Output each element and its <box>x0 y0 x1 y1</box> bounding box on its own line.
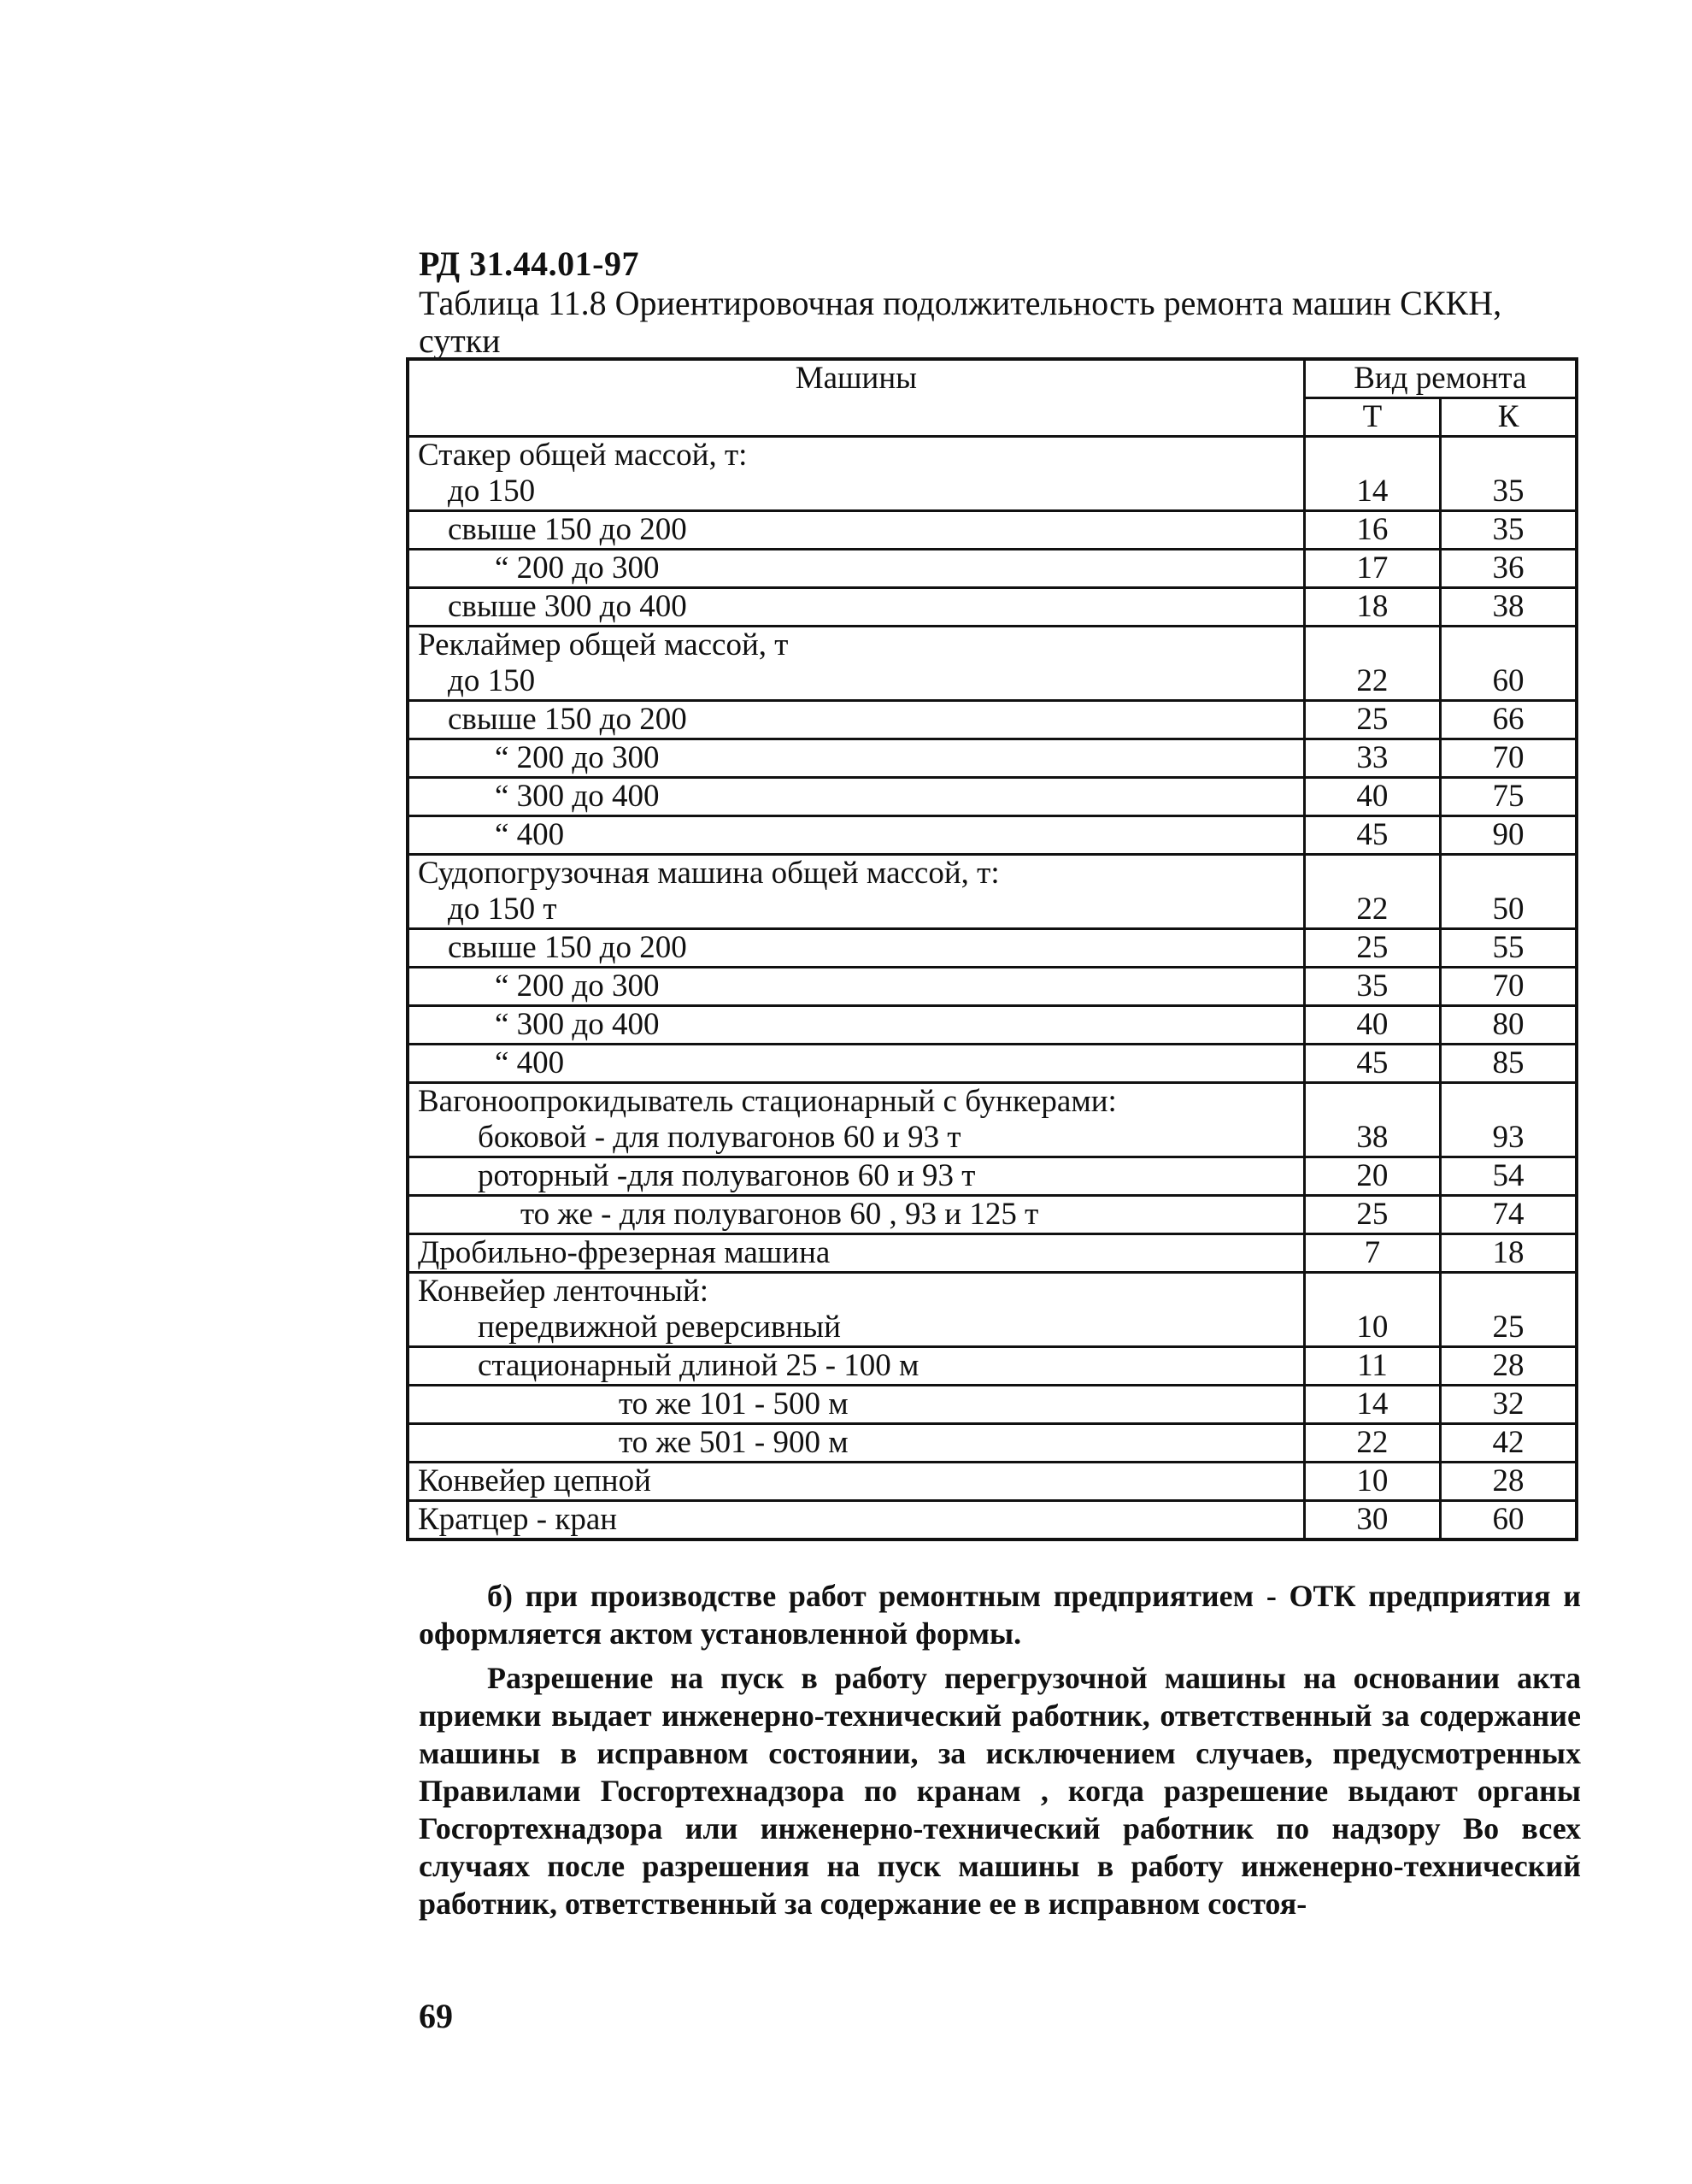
repair-k-cell: 70 <box>1441 968 1577 1006</box>
machine-name-cell: то же - для полувагонов 60 , 93 и 125 т <box>408 1196 1304 1234</box>
repair-t-cell: 14 <box>1304 1386 1440 1424</box>
machine-name-cell: роторный -для полувагонов 60 и 93 т <box>408 1157 1304 1196</box>
machine-name-cell: свыше 300 до 400 <box>408 588 1304 627</box>
repair-t-cell: 11 <box>1304 1347 1440 1386</box>
table-row <box>408 1006 1577 1045</box>
paragraph-otk: б) при производстве работ ремонтным предприятием - ОТК предприятия и оформляется актом установленной формы. <box>419 1579 1581 1651</box>
repair-t-cell: 22 <box>1304 1424 1440 1463</box>
machine-name-cell: то же 501 - 900 м <box>408 1424 1304 1463</box>
repair-k-cell: 28 <box>1441 1347 1577 1386</box>
table-row <box>408 892 1577 929</box>
paragraph-permission: Разрешение на пуск в работу перегрузочной машины на основании акта приемки выдает инженерно-технический работник, ответственный за содержание машины в исправном состоянии, за исключением случаев, предусмотренных Правилами Госгортехнадзора по кранам , когда разрешение выдают органы Госгортехнадзора или инженерно-технический работник по надзору Во всех случаях после разрешения на пуск машины в работу инженерно-технический работник, ответственный за содержание ее в исправном состоя- <box>419 1661 1581 1921</box>
machine-name-cell: Судопогрузочная машина общей массой, т: <box>408 855 1304 892</box>
table-row <box>408 1196 1577 1234</box>
machine-name-cell: Вагоноопрокидыватель стационарный с бункерами: <box>408 1083 1304 1121</box>
machine-name-cell: свыше 150 до 200 <box>408 929 1304 968</box>
repair-k-cell: 75 <box>1441 778 1577 816</box>
repair-k-cell <box>1441 437 1577 474</box>
table-row <box>408 1424 1577 1463</box>
machine-name-cell: “ 200 до 300 <box>408 739 1304 778</box>
table-caption: Таблица 11.8 Ориентировочная подолжительность ремонта машин СККН, сутки <box>419 284 1502 360</box>
machine-name-cell: свыше 150 до 200 <box>408 701 1304 739</box>
repair-k-cell: 36 <box>1441 550 1577 588</box>
machine-name-cell: “ 200 до 300 <box>408 968 1304 1006</box>
repair-k-cell: 28 <box>1441 1463 1577 1501</box>
repair-t-cell: 7 <box>1304 1234 1440 1273</box>
machine-name-cell: до 150 т <box>408 892 1304 929</box>
repair-k-cell: 55 <box>1441 929 1577 968</box>
machine-name-cell: “ 400 <box>408 1045 1304 1083</box>
document-code: РД 31.44.01-97 <box>419 244 639 283</box>
table-row <box>408 1120 1577 1157</box>
repair-k-cell: 25 <box>1441 1310 1577 1347</box>
table-row <box>408 1273 1577 1310</box>
repair-k-cell: 38 <box>1441 588 1577 627</box>
repair-k-cell: 74 <box>1441 1196 1577 1234</box>
repair-t-cell: 33 <box>1304 739 1440 778</box>
repair-k-cell: 70 <box>1441 739 1577 778</box>
repair-k-cell <box>1441 1273 1577 1310</box>
header-t: Т <box>1304 398 1440 437</box>
machine-name-cell: Дробильно-фрезерная машина <box>408 1234 1304 1273</box>
header-machines: Машины <box>408 359 1304 437</box>
table-row <box>408 1310 1577 1347</box>
repair-k-cell: 93 <box>1441 1120 1577 1157</box>
header-repair-type: Вид ремонта <box>1304 359 1577 398</box>
table-body <box>408 437 1577 1540</box>
table-row <box>408 663 1577 701</box>
table-row <box>408 1463 1577 1501</box>
repair-k-cell: 18 <box>1441 1234 1577 1273</box>
repair-t-cell <box>1304 1273 1440 1310</box>
repair-k-cell: 80 <box>1441 1006 1577 1045</box>
repair-t-cell: 25 <box>1304 1196 1440 1234</box>
table-row <box>408 816 1577 855</box>
machine-name-cell: “ 300 до 400 <box>408 778 1304 816</box>
repair-k-cell: 35 <box>1441 511 1577 550</box>
machine-name-cell: свыше 150 до 200 <box>408 511 1304 550</box>
repair-t-cell: 10 <box>1304 1310 1440 1347</box>
machine-name-cell: передвижной реверсивный <box>408 1310 1304 1347</box>
machine-name-cell: Кратцер - кран <box>408 1501 1304 1540</box>
table-row <box>408 1234 1577 1273</box>
page-number: 69 <box>419 1997 453 2035</box>
machine-name-cell: до 150 <box>408 474 1304 511</box>
table-row <box>408 778 1577 816</box>
repair-k-cell: 32 <box>1441 1386 1577 1424</box>
machine-name-cell: стационарный длиной 25 - 100 м <box>408 1347 1304 1386</box>
machine-name-cell: “ 400 <box>408 816 1304 855</box>
repair-t-cell: 17 <box>1304 550 1440 588</box>
machine-name-cell: Конвейер ленточный: <box>408 1273 1304 1310</box>
repair-k-cell: 85 <box>1441 1045 1577 1083</box>
repair-t-cell: 45 <box>1304 816 1440 855</box>
table-row <box>408 968 1577 1006</box>
repair-k-cell: 50 <box>1441 892 1577 929</box>
machine-name-cell: Стакер общей массой, т: <box>408 437 1304 474</box>
repair-k-cell: 90 <box>1441 816 1577 855</box>
repair-t-cell: 16 <box>1304 511 1440 550</box>
repair-k-cell: 35 <box>1441 474 1577 511</box>
repair-t-cell: 25 <box>1304 701 1440 739</box>
table-row <box>408 1386 1577 1424</box>
repair-t-cell: 38 <box>1304 1120 1440 1157</box>
table-row <box>408 550 1577 588</box>
table-row <box>408 1347 1577 1386</box>
table-row <box>408 511 1577 550</box>
table-row <box>408 1157 1577 1196</box>
repair-duration-table <box>406 357 1578 1541</box>
repair-t-cell: 40 <box>1304 1006 1440 1045</box>
table-row <box>408 1083 1577 1121</box>
table-row <box>408 474 1577 511</box>
repair-k-cell <box>1441 627 1577 664</box>
repair-k-cell: 66 <box>1441 701 1577 739</box>
repair-k-cell: 42 <box>1441 1424 1577 1463</box>
table-row <box>408 1501 1577 1540</box>
table-row <box>408 739 1577 778</box>
table-row <box>408 855 1577 892</box>
repair-t-cell <box>1304 437 1440 474</box>
repair-t-cell: 25 <box>1304 929 1440 968</box>
body-text <box>419 1577 1581 1929</box>
machine-name-cell: то же 101 - 500 м <box>408 1386 1304 1424</box>
machine-name-cell: “ 200 до 300 <box>408 550 1304 588</box>
repair-t-cell <box>1304 627 1440 664</box>
repair-t-cell: 35 <box>1304 968 1440 1006</box>
machine-name-cell: до 150 <box>408 663 1304 701</box>
table-row <box>408 588 1577 627</box>
repair-k-cell <box>1441 855 1577 892</box>
repair-t-cell: 10 <box>1304 1463 1440 1501</box>
repair-t-cell <box>1304 855 1440 892</box>
repair-t-cell <box>1304 1083 1440 1121</box>
table-row <box>408 929 1577 968</box>
repair-t-cell: 30 <box>1304 1501 1440 1540</box>
machine-name-cell: боковой - для полувагонов 60 и 93 т <box>408 1120 1304 1157</box>
table-row <box>408 701 1577 739</box>
repair-t-cell: 40 <box>1304 778 1440 816</box>
repair-duration-table-container <box>406 357 1578 1541</box>
repair-t-cell: 22 <box>1304 892 1440 929</box>
repair-t-cell: 20 <box>1304 1157 1440 1196</box>
repair-k-cell: 60 <box>1441 1501 1577 1540</box>
repair-k-cell: 54 <box>1441 1157 1577 1196</box>
table-row <box>408 1045 1577 1083</box>
header-k: К <box>1441 398 1577 437</box>
repair-t-cell: 14 <box>1304 474 1440 511</box>
table-row <box>408 627 1577 664</box>
repair-t-cell: 18 <box>1304 588 1440 627</box>
machine-name-cell: Реклаймер общей массой, т <box>408 627 1304 664</box>
machine-name-cell: Конвейер цепной <box>408 1463 1304 1501</box>
repair-t-cell: 45 <box>1304 1045 1440 1083</box>
repair-k-cell <box>1441 1083 1577 1121</box>
repair-k-cell: 60 <box>1441 663 1577 701</box>
repair-t-cell: 22 <box>1304 663 1440 701</box>
machine-name-cell: “ 300 до 400 <box>408 1006 1304 1045</box>
table-row <box>408 437 1577 474</box>
